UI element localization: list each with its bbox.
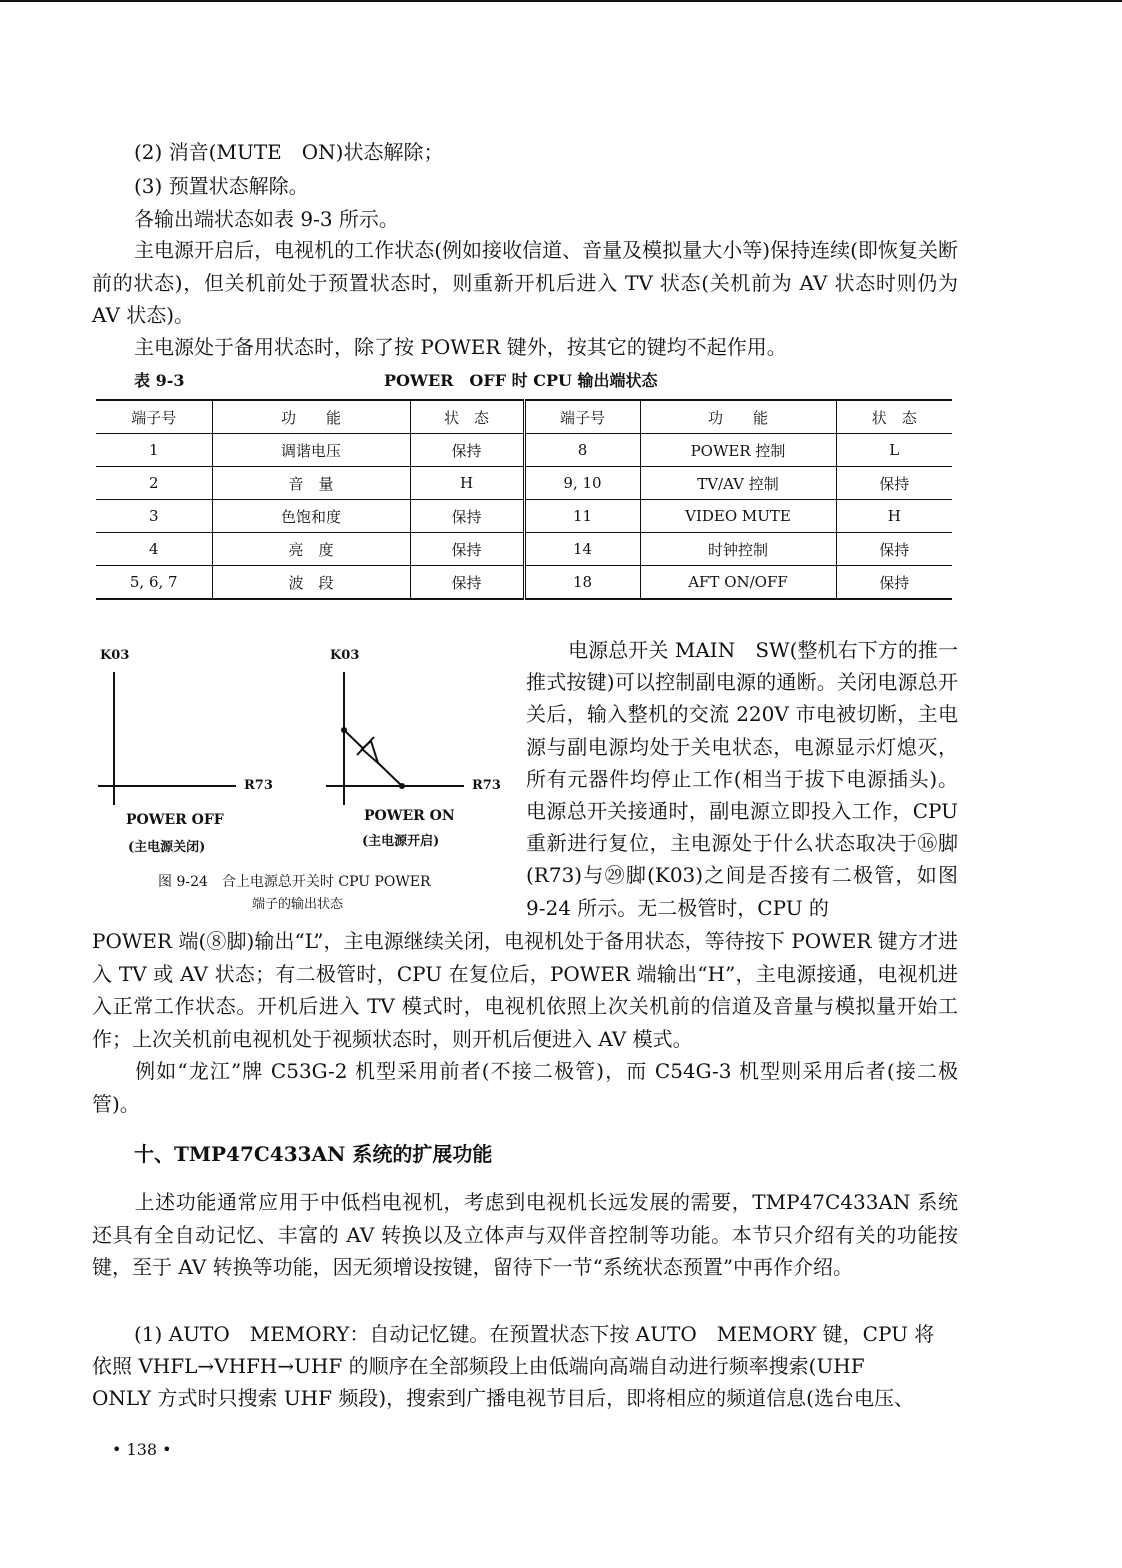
table-cell: H	[410, 467, 524, 500]
table-cell: 音 量	[212, 467, 410, 500]
table-cell: 1	[96, 434, 212, 467]
right-title: POWER ON	[364, 808, 455, 824]
table-cell: 保持	[410, 533, 524, 566]
table-row	[96, 467, 952, 500]
paragraph-continuation-text: POWER 端(⑧脚)输出“L”，主电源继续关闭，电视机处于备用状态，等待按下 POWER 键方才进入 TV 或 AV 状态；有二极管时，CPU 在复位后，POWER 端输出“H”，主电源接通，电视机进入正常工作状态。开机后进入 TV 模式时，电视机依照上次关机前的信道及音量与模拟量开始工作；上次关机前电视机处于视频状态时，则开机后便进入 AV 模式。	[92, 929, 958, 1051]
table-cell: 9, 10	[524, 467, 640, 500]
table-cell: 保持	[410, 500, 524, 533]
junction-dot	[341, 727, 347, 733]
table-cell: POWER 控制	[640, 434, 836, 467]
table-cell: 4	[96, 533, 212, 566]
table-cell: AFT ON/OFF	[640, 566, 836, 600]
side-paragraph-text: 电源总开关 MAIN SW(整机右下方的推一推式按键)可以控制副电源的通断。关闭电源总开关后，输入整机的交流 220V 市电被切断，主电源与副电源均处于关电状态，电源显示灯熄灭，所有元器件均停止工作(相当于拔下电源插头)。电源总开关接通时，副电源立即投入工作，CPU 重新进行复位，主电源处于什么状态取决于⑯脚(R73)与㉙脚(K03)之间是否接有二极管，如图 9-24 所示。无二极管时，CPU 的	[526, 638, 958, 920]
table-cell: 8	[524, 434, 640, 467]
right-y-label: K03	[330, 648, 360, 663]
paragraph-standby-text: 主电源处于备用状态时，除了按 POWER 键外，按其它的键均不起作用。	[134, 335, 787, 359]
table-header: 端子号	[96, 400, 212, 434]
right-x-label: R73	[472, 778, 501, 793]
table-cell: H	[836, 500, 952, 533]
table-row	[96, 533, 952, 566]
table-title: POWER OFF 时 CPU 输出端状态	[384, 371, 658, 390]
left-x-label: R73	[244, 778, 273, 793]
table-header: 端子号	[524, 400, 640, 434]
table-cell: 保持	[410, 434, 524, 467]
side-paragraph	[526, 634, 958, 924]
section-paragraph-2-line1: (1) AUTO MEMORY：自动记忆键。在预置状态下按 AUTO MEMORY 键，CPU 将	[134, 1322, 935, 1346]
table-cell: 波 段	[212, 566, 410, 600]
section-paragraph-1	[92, 1186, 958, 1284]
section-paragraph-2-line3: ONLY 方式时只搜索 UHF 频段)，搜索到广播电视节目后，即将相应的频道信息(选台电压、	[92, 1386, 914, 1410]
list-item-3: (3) 预置状态解除。	[134, 174, 309, 198]
paragraph-standby	[92, 331, 958, 364]
table-cell: 11	[524, 500, 640, 533]
table-row	[96, 566, 952, 600]
left-title: POWER OFF	[126, 812, 224, 828]
list-item-2: (2) 消音(MUTE ON)状态解除；	[134, 140, 444, 164]
left-y-label: K03	[100, 648, 130, 663]
table-cell: TV/AV 控制	[640, 467, 836, 500]
cpu-output-table	[96, 399, 952, 600]
table-header: 功 能	[640, 400, 836, 434]
paragraph-main-power-text: 主电源开启后，电视机的工作状态(例如接收信道、音量及模拟量大小等)保持连续(即恢复关断前的状态)，但关机前处于预置状态时，则重新开机后进入 TV 状态(关机前为 AV 状态时则仍为 AV 状态)。	[92, 238, 958, 327]
figure-caption-line1: 图 9-24 合上电源总开关时 CPU POWER	[158, 874, 431, 890]
diode-icon	[362, 741, 378, 763]
section-paragraph-1-text: 上述功能通常应用于中低档电视机，考虑到电视机长远发展的需要，TMP47C433AN 系统还具有全自动记忆、丰富的 AV 转换以及立体声与双伴音控制等功能。本节只介绍有关的功能按键，至于 AV 转换等功能，因无须增设按键，留待下一节“系统状态预置”中再作介绍。	[92, 1190, 958, 1279]
table-row	[96, 500, 952, 533]
paragraph-example-text: 例如“龙江”牌 C53G-2 机型采用前者(不接二极管)，而 C54G-3 机型则采用后者(接二极管)。	[92, 1059, 958, 1116]
figure-9-24	[92, 640, 501, 920]
table-cell: 时钟控制	[640, 533, 836, 566]
paragraph-example	[92, 1055, 958, 1120]
list-item-table-ref: 各输出端状态如表 9-3 所示。	[134, 207, 399, 231]
section-heading: 十、TMP47C433AN 系统的扩展功能	[134, 1142, 493, 1166]
figure-caption-line2: 端子的输出状态	[252, 897, 344, 912]
table-cell: 亮 度	[212, 533, 410, 566]
table-cell: L	[836, 434, 952, 467]
table-row	[96, 434, 952, 467]
table-cell: 14	[524, 533, 640, 566]
table-number: 表 9-3	[134, 371, 185, 390]
table-cell: 保持	[410, 566, 524, 600]
page-top-rule	[0, 0, 1122, 2]
page-number: • 138 •	[112, 1440, 172, 1459]
table-cell: 保持	[836, 566, 952, 600]
table-cell: 3	[96, 500, 212, 533]
table-header: 状 态	[410, 400, 524, 434]
section-paragraph-2-line2: 依照 VHFL→VHFH→UHF 的顺序在全部频段上由低端向高端自动进行频率搜索(UHF	[92, 1354, 865, 1378]
paragraph-main-power	[92, 234, 958, 332]
table-cell: 18	[524, 566, 640, 600]
table-header-row	[96, 400, 952, 434]
junction-dot	[399, 783, 405, 789]
table-header: 状 态	[836, 400, 952, 434]
table-cell: 5, 6, 7	[96, 566, 212, 600]
table-cell: 色饱和度	[212, 500, 410, 533]
table-header: 功 能	[212, 400, 410, 434]
table-cell: 2	[96, 467, 212, 500]
table-cell: 保持	[836, 533, 952, 566]
table-cell: 调谐电压	[212, 434, 410, 467]
table-cell: 保持	[836, 467, 952, 500]
right-subtitle: (主电源开启)	[362, 834, 440, 849]
paragraph-continuation	[92, 925, 958, 1055]
left-subtitle: (主电源关闭)	[128, 840, 206, 855]
table-cell: VIDEO MUTE	[640, 500, 836, 533]
